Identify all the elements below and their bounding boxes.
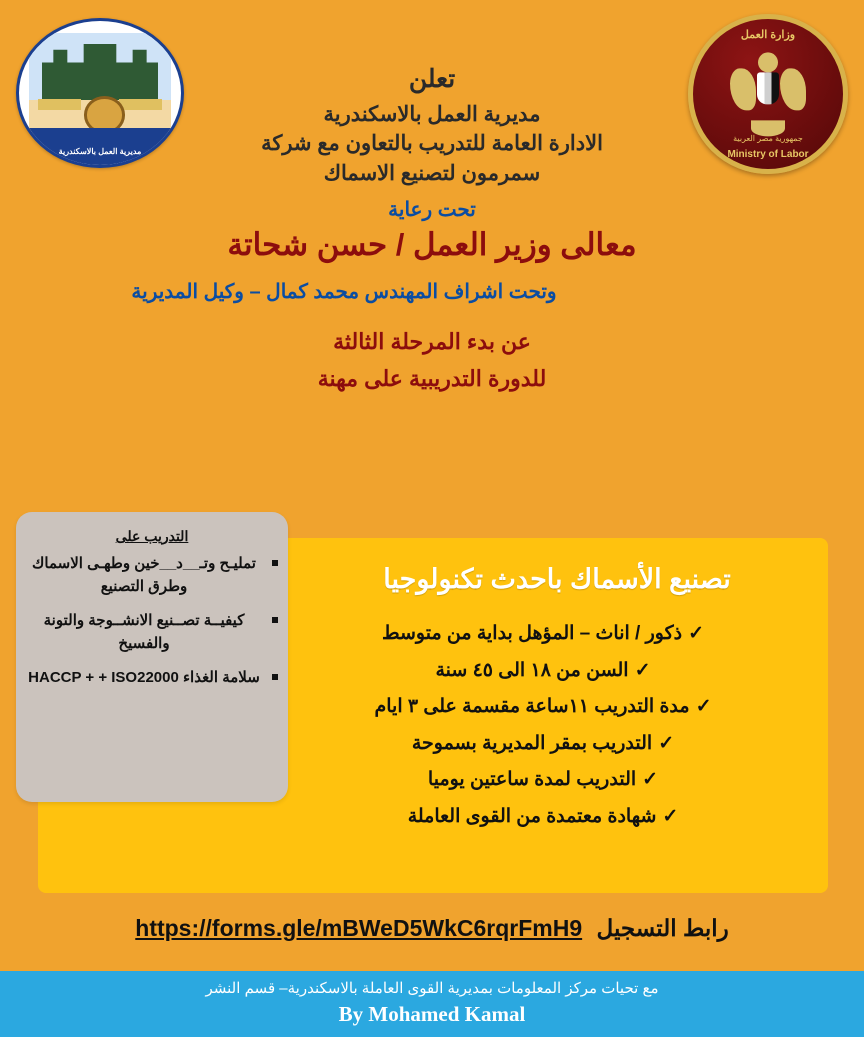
header-block (131, 62, 674, 396)
eagle-head (758, 52, 778, 72)
list-item (298, 620, 788, 648)
list-item (26, 667, 262, 690)
course-bullet-list (298, 620, 788, 839)
list-item-label: التدريب بمقر المديرية بسموحة (411, 732, 653, 754)
course-title: تصنيع الأسماك باحدث تكنولوجيا (383, 564, 731, 594)
header-line-1: تعلن (408, 65, 456, 93)
list-item (298, 803, 788, 831)
list-item (26, 610, 262, 655)
logo-bottom-band (19, 128, 181, 165)
check-icon: ✓ (662, 805, 679, 827)
list-item (298, 657, 788, 685)
minister-name: معالى وزير العمل / حسن شحاتة (227, 226, 637, 262)
check-icon: ✓ (688, 623, 705, 644)
registration-label: رابط التسجيل (596, 915, 729, 941)
check-icon: ✓ (634, 659, 651, 681)
list-item (298, 730, 788, 758)
registration-row (0, 915, 864, 942)
directorate-logo (16, 18, 184, 168)
directorate-logo-caption: مديرية العمل بالاسكندرية (58, 147, 142, 157)
eagle-icon (732, 52, 804, 132)
training-topics-title: التدريب على (115, 528, 189, 544)
square-bullet-icon (272, 674, 278, 680)
header-line-4: سمرمون لتصنيع الاسماك (323, 162, 541, 186)
training-topics-list (16, 553, 288, 690)
list-item-label: مدة التدريب ١١ساعة مقسمة على ٣ ايام (374, 696, 690, 718)
footer-bar (0, 971, 864, 1037)
supervisor-name: وتحت اشراف المهندس محمد كمال – وكيل المديرية (131, 280, 557, 303)
footer-author-line: By Mohamed Kamal (338, 1002, 526, 1026)
footer-credit-line: مع تحيات مركز المعلومات بمديرية القوى العاملة بالاسكندرية– قسم النشر (205, 980, 659, 997)
list-item (26, 553, 262, 598)
eagle-wing-left (730, 68, 756, 110)
eagle-wing-right (780, 68, 806, 110)
square-bullet-icon (272, 617, 278, 623)
eagle-shield (757, 72, 779, 104)
check-icon: ✓ (658, 732, 675, 754)
list-item (298, 693, 788, 721)
header-line-2: مديرية العمل بالاسكندرية (323, 102, 541, 126)
announcement-line-2: للدورة التدريبية على مهنة (317, 365, 547, 391)
ministry-logo-disc (688, 14, 848, 174)
list-item-label: ذكور / اناث – المؤهل بداية من متوسط (381, 623, 683, 644)
training-topics-box (16, 512, 288, 802)
list-item-label: تمليـح وتـ__د__خين وطهـى الاسماك وطرق التصنيع (32, 555, 256, 595)
list-item-label: سلامة الغذاء HACCP + + ISO22000 (28, 669, 260, 686)
ministry-logo-bottom-text: Ministry of Labor (727, 149, 809, 160)
check-icon: ✓ (642, 769, 659, 791)
check-icon: ✓ (695, 696, 712, 718)
ministry-logo-banner: جمهورية مصر العربية (733, 134, 803, 143)
under-patronage-label: تحت رعاية (388, 198, 476, 221)
header-line-3: الادارة العامة للتدريب بالتعاون مع شركة (261, 132, 603, 156)
square-bullet-icon (272, 560, 278, 566)
ministry-of-labor-logo (688, 14, 848, 174)
logo-citadel-icon (42, 44, 159, 102)
announcement-line-1: عن بدء المرحلة الثالثة (333, 328, 531, 354)
list-item-label: كيفيــة تصــنيع الانشــوجة والتونة والفسيخ (43, 612, 245, 652)
logo-band-right (119, 99, 161, 111)
list-item-label: التدريب لمدة ساعتين يوميا (427, 769, 637, 791)
logo-band-left (38, 99, 80, 111)
directorate-logo-disc (16, 18, 184, 168)
list-item-label: شهادة معتمدة من القوى العاملة (407, 805, 657, 827)
ministry-logo-top-text: وزارة العمل (740, 29, 796, 41)
list-item-label: السن من ١٨ الى ٤٥ سنة (435, 659, 629, 681)
registration-link[interactable]: https://forms.gle/mBWeD5WkC6rqrFmH9 (135, 915, 583, 941)
list-item (298, 766, 788, 794)
